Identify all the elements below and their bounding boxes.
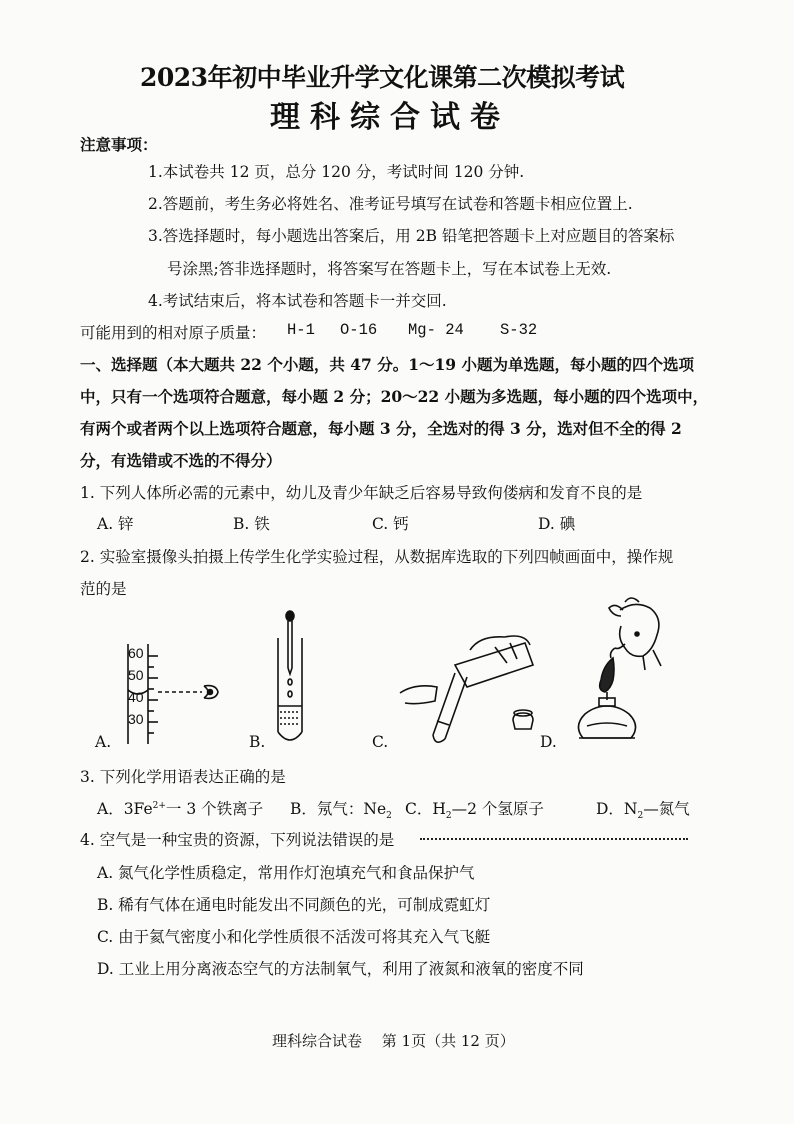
notice-item-3: 3.答选择题时，每小题选出答案后，用 2B 铅笔把答题卡上对应题目的答案标 xyxy=(148,227,675,245)
q3-option-b-prefix: B．氖气：Ne xyxy=(290,800,387,818)
atomic-mass-h: H-1 xyxy=(287,321,315,339)
section-instructions-line-3: 有两个或者两个以上选项符合题意，每小题 3 分，全选对的得 3 分，选对但不全的得 2 xyxy=(80,419,682,438)
atomic-mass-mg: Mg- 24 xyxy=(408,321,464,339)
question-2-stem-cont: 范的是 xyxy=(80,580,127,598)
question-1-option-a: A. 锌 xyxy=(97,515,134,533)
cylinder-tick-60: 60 xyxy=(128,645,144,661)
cylinder-tick-40: 40 xyxy=(128,689,144,705)
q3-option-d-prefix: D．N xyxy=(596,800,638,818)
question-3-option-b xyxy=(290,797,392,821)
q3-option-a-text: 一 3 个铁离子 xyxy=(165,800,264,818)
figure-b-label: B. xyxy=(249,733,266,751)
question-4-stem: 4. 空气是一种宝贵的资源，下列说法错误的是 xyxy=(80,831,395,849)
q3-option-c-prefix: C．H xyxy=(405,800,446,818)
notice-item-1: 1.本试卷共 12 页，总分 120 分，考试时间 120 分钟. xyxy=(148,163,525,181)
figure-c-pouring-liquid xyxy=(395,625,545,750)
figure-a-label: A. xyxy=(95,733,112,751)
question-3-stem: 3. 下列化学用语表达正确的是 xyxy=(80,768,286,786)
question-1-option-c: C. 钙 xyxy=(372,515,409,533)
figure-d-label: D. xyxy=(540,733,557,751)
question-2-stem: 2. 实验室摄像头拍摄上传学生化学实验过程，从数据库选取的下列四帧画面中，操作规 xyxy=(80,548,674,566)
alcohol-lamp-svg xyxy=(565,600,675,750)
cylinder-tick-30: 30 xyxy=(128,711,144,727)
q3-option-b-subscript: 2 xyxy=(386,811,392,822)
atomic-mass-label: 可能用到的相对原子质量： xyxy=(80,324,267,342)
section-instructions-line-2: 中，只有一个选项符合题意，每小题 2 分；20～22 小题为多选题，每小题的四个选项中， xyxy=(80,387,709,406)
atomic-mass-s: S-32 xyxy=(500,321,538,339)
test-tube-svg xyxy=(270,610,310,750)
section-instructions-line-4: 分，有选错或不选的不得分） xyxy=(80,451,282,470)
page-footer: 理科综合试卷 第 1页（共 12 页） xyxy=(272,1032,515,1050)
dotted-leader xyxy=(420,838,688,840)
question-3-option-a xyxy=(97,797,263,819)
pouring-svg xyxy=(395,625,545,750)
q3-option-a-charge: 2+ xyxy=(152,800,166,811)
q3-option-d-subscript: 2 xyxy=(637,811,644,822)
figure-d-alcohol-lamp xyxy=(565,600,675,750)
question-4-option-b: B. 稀有气体在通电时能发出不同颜色的光，可制成霓虹灯 xyxy=(97,896,491,914)
notice-item-4: 4.考试结束后，将本试卷和答题卡一并交回. xyxy=(148,292,447,310)
q3-option-c-text: —2 个氢原子 xyxy=(451,800,544,818)
question-4-option-c: C. 由于氦气密度小和化学性质很不活泼可将其充入气飞艇 xyxy=(97,928,491,946)
question-1-option-d: D. 碘 xyxy=(538,515,576,533)
exam-title: 2023年初中毕业升学文化课第二次模拟考试 xyxy=(140,63,625,92)
cylinder-tick-50: 50 xyxy=(128,667,144,683)
figure-b-dropper-test-tube xyxy=(270,610,310,750)
notice-item-2: 2.答题前，考生务必将姓名、准考证号填写在试卷和答题卡相应位置上. xyxy=(148,195,633,213)
paper-subject-title: 理科综合试卷 xyxy=(270,100,510,135)
question-3-option-c xyxy=(405,797,544,821)
question-3-option-d xyxy=(596,797,690,821)
question-4-option-d: D. 工业上用分离液态空气的方法制氧气，利用了液氮和液氧的密度不同 xyxy=(97,960,584,978)
q3-option-d-text: —氮气 xyxy=(643,800,690,818)
question-4-option-a: A. 氮气化学性质稳定，常用作灯泡填充气和食品保护气 xyxy=(97,864,475,882)
q3-option-c-subscript: 2 xyxy=(445,811,452,822)
question-1-stem: 1. 下列人体所必需的元素中，幼儿及青少年缺乏后容易导致佝偻病和发育不良的是 xyxy=(80,484,643,502)
notice-item-3-cont: 号涂黑;答非选择题时，将答案写在答题卡上，写在本试卷上无效. xyxy=(167,260,612,278)
q3-option-a-prefix: A．3Fe xyxy=(97,800,153,818)
question-1-option-b: B. 铁 xyxy=(233,515,270,533)
atomic-mass-o: O-16 xyxy=(340,321,378,339)
notice-heading: 注意事项： xyxy=(80,135,158,154)
section-instructions-line-1: 一、选择题（本大题共 22 个小题，共 47 分。1～19 小题为单选题，每小题的四个选项 xyxy=(80,355,694,374)
figure-c-label: C. xyxy=(372,733,389,751)
